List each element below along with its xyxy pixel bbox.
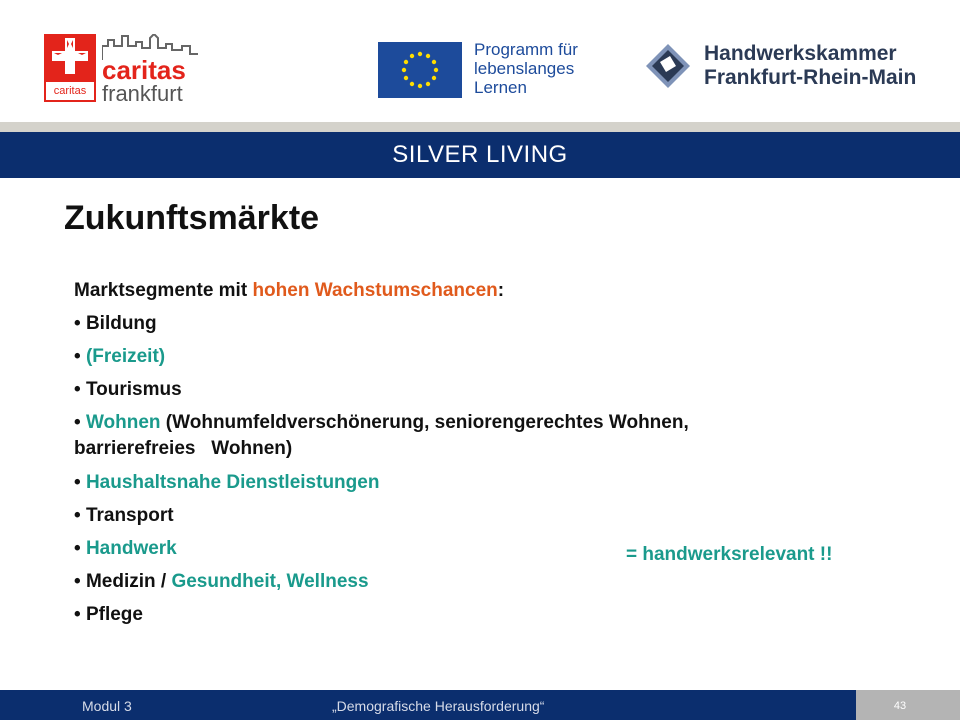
slide-content (74, 278, 874, 635)
bullet: • (74, 604, 81, 625)
intro-prefix: Marktsegmente mit (74, 280, 253, 301)
bullet: • (74, 379, 81, 400)
eu-programme-name (474, 40, 578, 97)
title-bar: SILVER LIVING (0, 132, 960, 178)
hwk-name (704, 42, 916, 90)
intro-highlight: hohen Wachstumschancen (252, 280, 498, 301)
bullet: • (74, 346, 81, 367)
bullet: • (74, 505, 81, 526)
item-detail-line-2: barrierefreies Wohnen) (74, 438, 293, 459)
bullet: • (74, 472, 81, 493)
eu-text-line-2: lebenslanges (474, 59, 575, 78)
eu-text-line-1: Programm für (474, 40, 578, 59)
item-label: Wohnen (85, 412, 161, 433)
hwk-text-line-1: Handwerkskammer (704, 42, 897, 65)
list-item-pflege (74, 602, 874, 628)
hwk-cube-icon (646, 44, 690, 88)
footer-module: Modul 3 (82, 698, 132, 714)
list-item-wohnen (74, 410, 874, 462)
item-label: Haushaltsnahe Dienstleistungen (85, 472, 380, 493)
page-number: 43 (893, 700, 907, 712)
list-item-haushalt (74, 470, 874, 496)
caritas-logo (44, 34, 200, 106)
item-label: Bildung (85, 313, 157, 334)
hwk-text-line-2: Frankfurt-Rhein-Main (704, 66, 917, 89)
intro-suffix: : (497, 280, 505, 301)
list-item-transport (74, 503, 874, 529)
list-item-freizeit (74, 344, 874, 370)
list-item-tourismus (74, 377, 874, 403)
intro-line (74, 278, 874, 304)
caritas-sub-label: caritas (46, 82, 94, 100)
item-label: (Freizeit) (85, 346, 166, 367)
item-label: Medizin / (85, 571, 172, 592)
item-label: Tourismus (85, 379, 182, 400)
list-item-medizin (74, 569, 874, 595)
caritas-cross-icon (52, 38, 88, 74)
eu-text-line-3: Lernen (474, 78, 527, 97)
footer-topic: „Demografische Herausforderung“ (332, 698, 545, 714)
item-detail-line-1: (Wohnumfeldverschönerung, seniorengerechtes Wohnen, (160, 412, 689, 433)
caritas-badge (44, 34, 96, 102)
bullet: • (74, 538, 81, 559)
caritas-name: caritas (102, 55, 186, 85)
caritas-city: frankfurt (102, 81, 183, 106)
item-label: Transport (85, 505, 174, 526)
hwk-logo (646, 42, 926, 102)
list-item-bildung (74, 311, 874, 337)
slide-title: Zukunftsmärkte (64, 199, 320, 237)
item-label: Pflege (85, 604, 143, 625)
bullet: • (74, 412, 81, 433)
bullet: • (74, 313, 81, 334)
eu-flag-icon (378, 42, 462, 98)
eu-programme-logo (378, 40, 598, 100)
item-label-highlight: Gesundheit, Wellness (171, 571, 369, 592)
handwerksrelevant-note: = handwerksrelevant !! (626, 544, 833, 565)
header-divider (0, 122, 960, 132)
item-label: Handwerk (85, 538, 177, 559)
bullet: • (74, 571, 81, 592)
